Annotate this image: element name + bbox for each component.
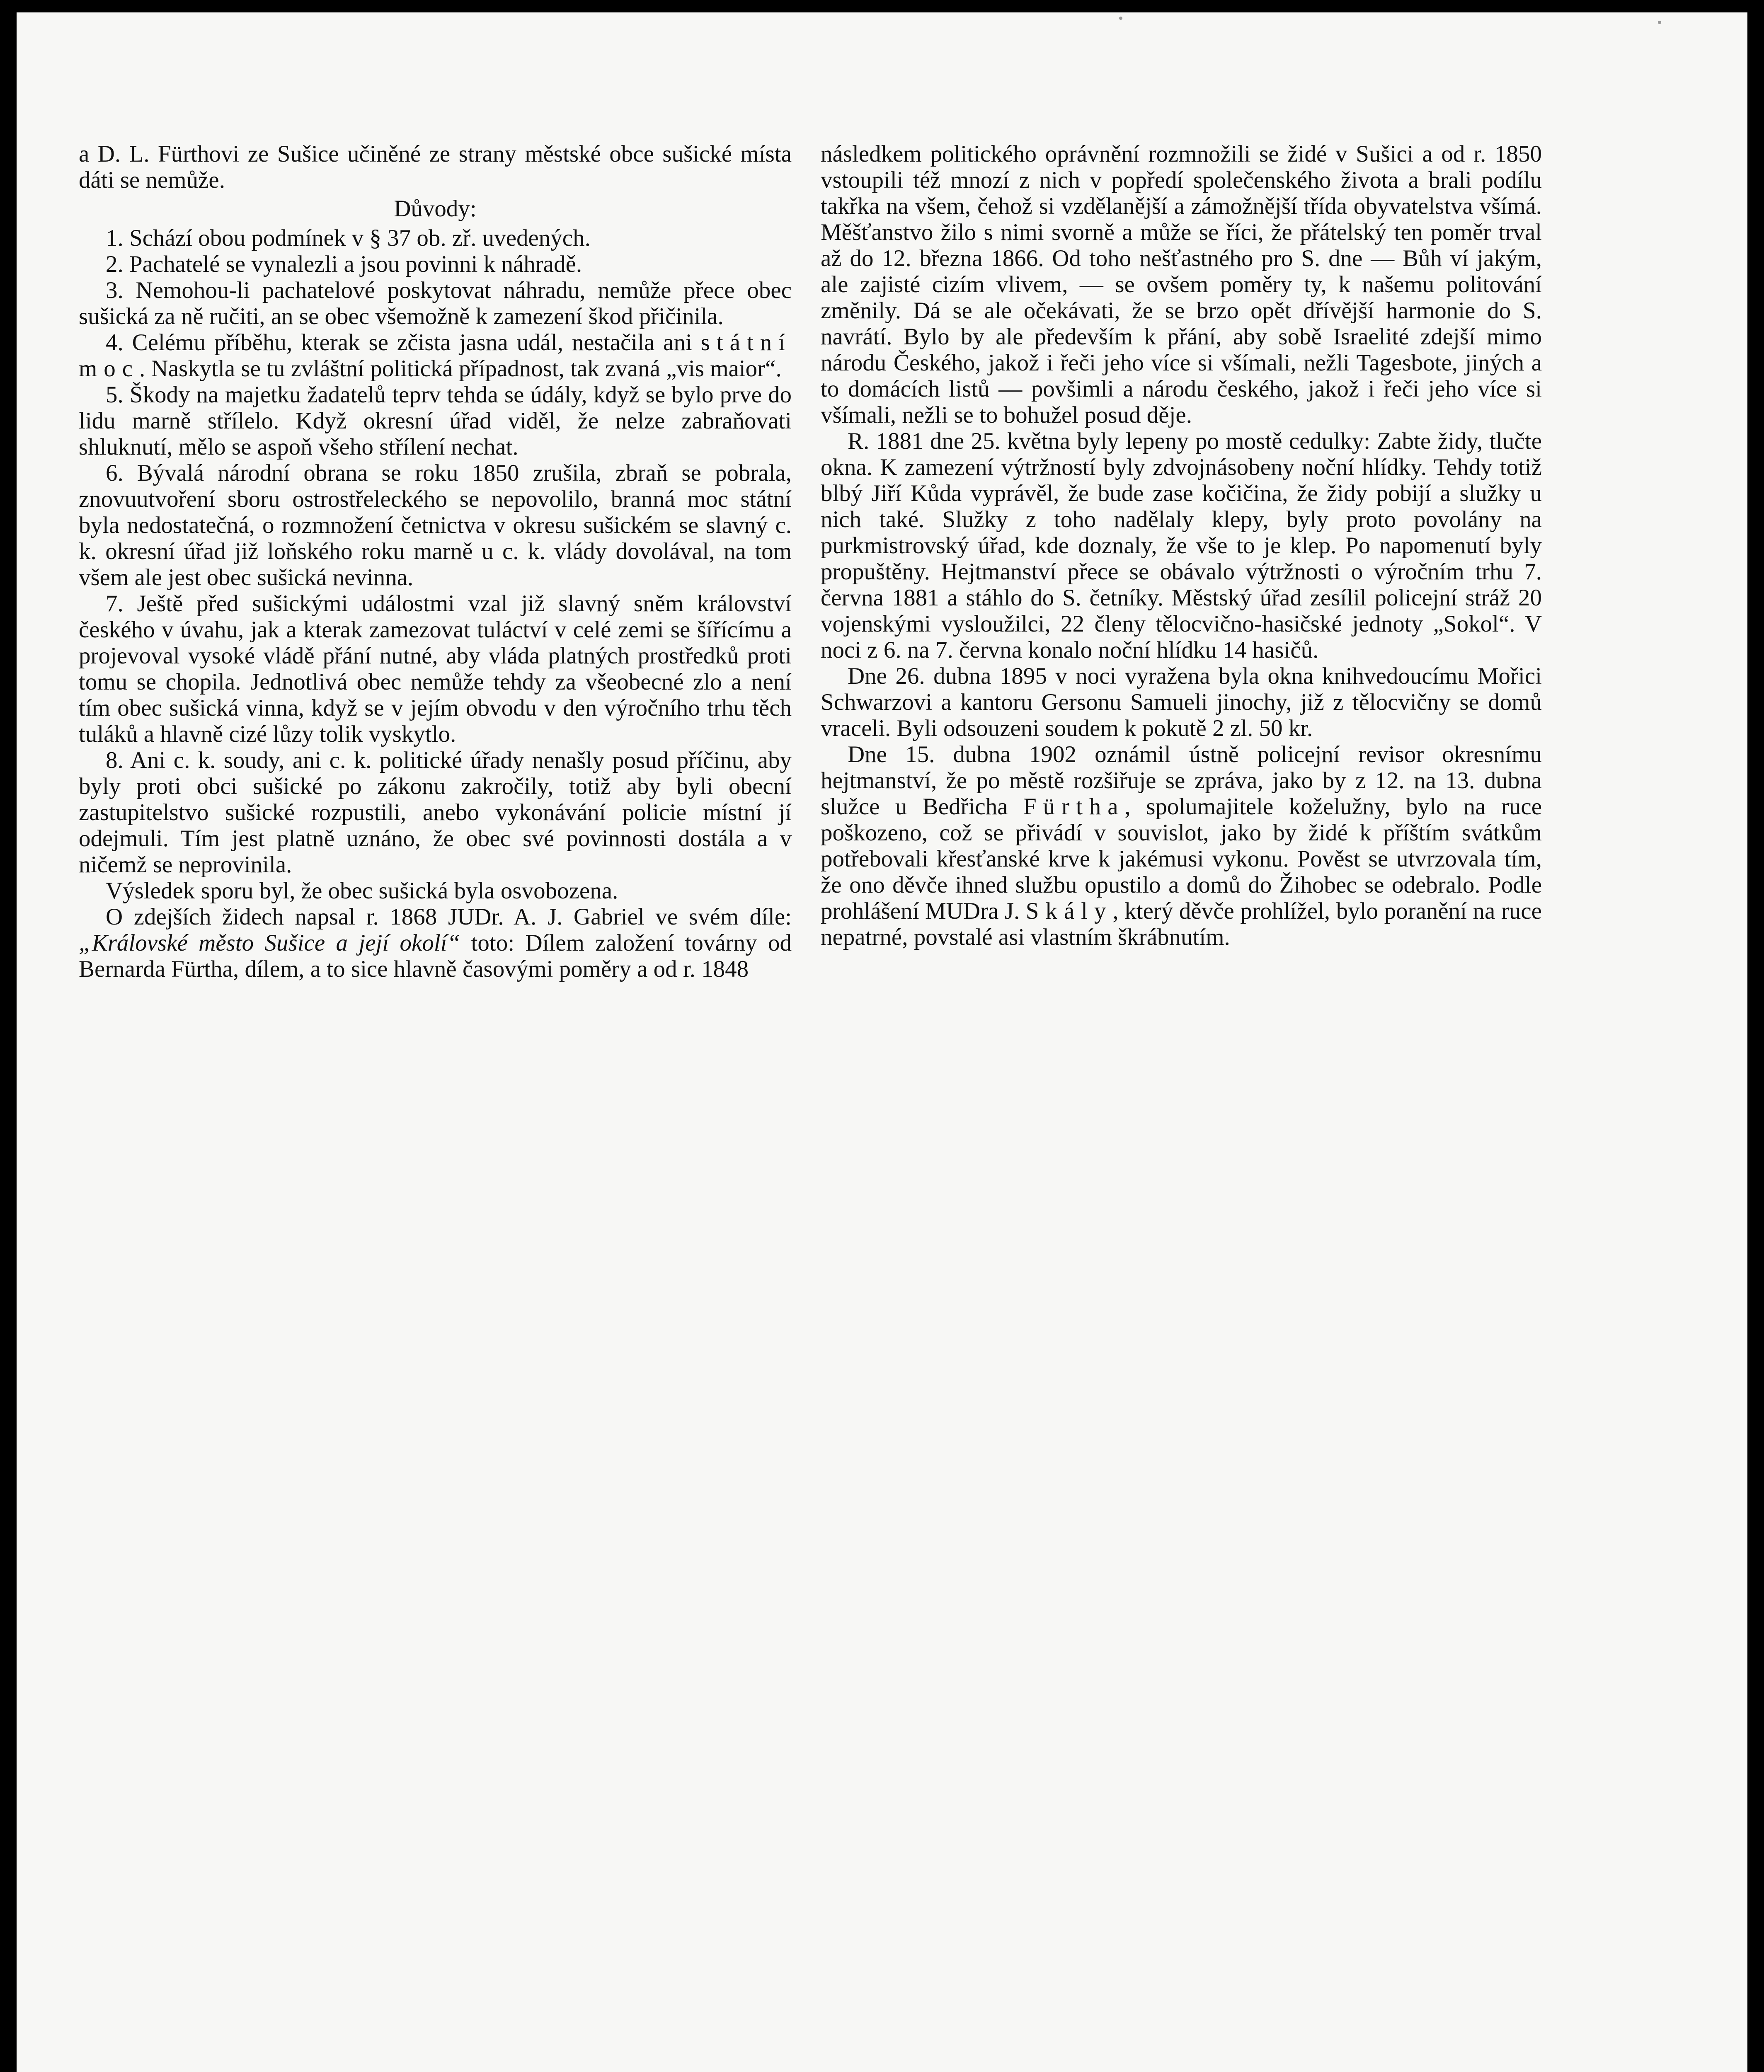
paragraph: [79, 904, 792, 982]
text-run: , spolumajitele koželužny, bylo na ruce poškozeno, což se přivádí v souvislot, jako by židé k příštím svátkům potřebovali křesťanské krve k jakémusi vykonu. Pověst se utvrzovala tím, že ono děvče ihned službu opustilo a domů do Žihobec se odebralo. Podle prohlášení MUDra J.: [821, 794, 1542, 924]
scan-speck: [1658, 21, 1661, 24]
scanned-page: [17, 12, 1747, 2072]
left-column: [79, 141, 792, 982]
paragraph: 1. Schází obou podmínek v § 37 ob. zř. uvedených.: [106, 225, 591, 251]
text-run: . Naskytla se tu zvláštní politická případnost, tak zvaná „vis maior“.: [139, 356, 782, 382]
book-title: „Královské město Sušice a její okolí“: [79, 930, 460, 956]
spaced-emphasis: Fürtha: [1023, 794, 1125, 820]
paragraph: R. 1881 dne 25. května byly lepeny po mostě cedulky: Zabte židy, tlučte okna. K zamezení výtržností byly zdvojnásobeny noční hlídky. Tehdy totiž blbý Jiří Kůda vyprávěl, že bude zase kočičina, že židy pobijí a služky u nich také. Služky z toho nadělaly klepy, byly proto povolány na purkmistrovský úřad, kde doznaly, že vše to je klep. Po napomenutí byly propuštěny. Hejtmanství přece se obávalo výtržnosti o výročním trhu 7. června 1881 a stáhlo do S. četníky. Městský úřad zesílil policejní stráž 20 vojenskými vysloužilci, 22 členy tělocvično-hasičské jednoty „Sokol“. V noci z 6. na 7. června konalo noční hlídku 14 hasičů.: [821, 428, 1542, 663]
text-run: toto: Dílem založení továrny od Bernarda Fürtha, dílem, a to sice hlavně časovými poměry a od r. 1848: [79, 930, 792, 982]
paragraph: 3. Nemohou-li pachatelové poskytovat náhradu, nemůže přece obec sušická za ně ručiti, an se obec všemožně k zamezení škod přičinila.: [79, 277, 792, 329]
scan-speck: [1119, 17, 1122, 20]
paragraph: Dne 26. dubna 1895 v noci vyražena byla okna knihvedoucímu Mořici Schwarzovi a kantoru Gersonu Samueli jinochy, již z tělocvičny se domů vraceli. Byli odsouzeni soudem k pokutě 2 zl. 50 kr.: [821, 663, 1542, 741]
paragraph: Výsledek sporu byl, že obec sušická byla osvobozena.: [106, 878, 618, 904]
spaced-emphasis: Skály: [1025, 898, 1113, 924]
paragraph: a D. L. Fürthovi ze Sušice učiněné ze strany městské obce sušické místa dáti se nemůže.: [79, 141, 792, 193]
paragraph: následkem politického oprávnění rozmnožili se židé v Sušici a od r. 1850 vstoupili též mnozí z nich v popředí společenského života a brali podílu takřka na všem, čehož si vzdělanější a zámožnější třída obyvatelstva všímá. Měšťanstvo žilo s nimi svorně a může se říci, že přátelský ten poměr trval až do 12. března 1866. Od toho nešťastného pro S. dne — Bůh ví jakým, ale zajisté cizím vlivem, — se ovšem poměry ty, k našemu politování změnily. Dá se ale očekávati, že se brzo opět dřívější harmonie do S. navrátí. Bylo by ale především k přání, aby sobě Israelité zdejší mimo národu Českého, jakož i řeči jeho více si všímali, nežli Tagesbote, jiných a to domácích listů — povšimli a národu českého, jakož i řeči jeho více si všímali, nežli se to bohužel posud děje.: [821, 141, 1542, 428]
right-column: [821, 141, 1542, 950]
paragraph: 7. Ještě před sušickými událostmi vzal již slavný sněm království českého v úvahu, jak a kterak zamezovat tuláctví v celé zemi se šířícímu a projevoval vysoké vládě přání nutné, aby vláda platných prostředků proti tomu se chopila. Jednotlivá obec nemůže tehdy za všeobecné zlo a není tím obec sušická vinna, když se v jejím obvodu v den výročního trhu těch tuláků a hlavně cizé lůzy tolik vyskytlo.: [79, 591, 792, 747]
paragraph: 6. Bývalá národní obrana se roku 1850 zrušila, zbraň se pobrala, znovuutvoření sboru ostrostřeleckého se nepovolilo, branná moc státní byla nedostatečná, o rozmnožení četnictva v okresu sušickém se slavný c. k. okresní úřad již loňského roku marně u c. k. vlády dovolával, na tom všem ale jest obec sušická nevinna.: [79, 460, 792, 591]
section-heading: Důvody:: [394, 196, 477, 222]
text-run: Dne 15. dubna 1902 oznámil ústně policejní revisor okresnímu hejtmanství, že po městě rozšiřuje se zpráva, jako by z 12. na 13. dubna služce u Bedřicha: [821, 741, 1542, 820]
paragraph: [821, 741, 1542, 950]
paragraph: 5. Škody na majetku žadatelů teprv tehda se údály, když se bylo prve do lidu marně střílelo. Když okresní úřad viděl, že nelze zabraňovati shluknutí, mělo se aspoň všeho střílení nechat.: [79, 382, 792, 460]
paragraph: 8. Ani c. k. soudy, ani c. k. politické úřady nenašly posud příčinu, aby byly proti obci sušické po zákonu zakročily, totiž aby byli obecní zastupitelstvo sušické rozpustili, anebo vykonávání policie místní jí odejmuli. Tím jest platně uznáno, že obec své povinnosti dostála a v ničemž se neprovinila.: [79, 747, 792, 878]
spaced-emphasis: státní moc: [79, 329, 792, 382]
text-run: 4. Celému příběhu, kterak se zčista jasna udál, nestačila ani: [106, 329, 692, 356]
paragraph: 2. Pachatelé se vynalezli a jsou povinni k náhradě.: [106, 251, 582, 277]
paragraph: [79, 329, 792, 382]
text-run: O zdejších židech napsal r. 1868 JUDr. A. J. Gabriel ve svém díle:: [106, 904, 792, 930]
text-run: , který děvče prohlížel, bylo poranění na ruce nepatrné, povstalé asi vlastním škrábnutím.: [821, 898, 1542, 950]
